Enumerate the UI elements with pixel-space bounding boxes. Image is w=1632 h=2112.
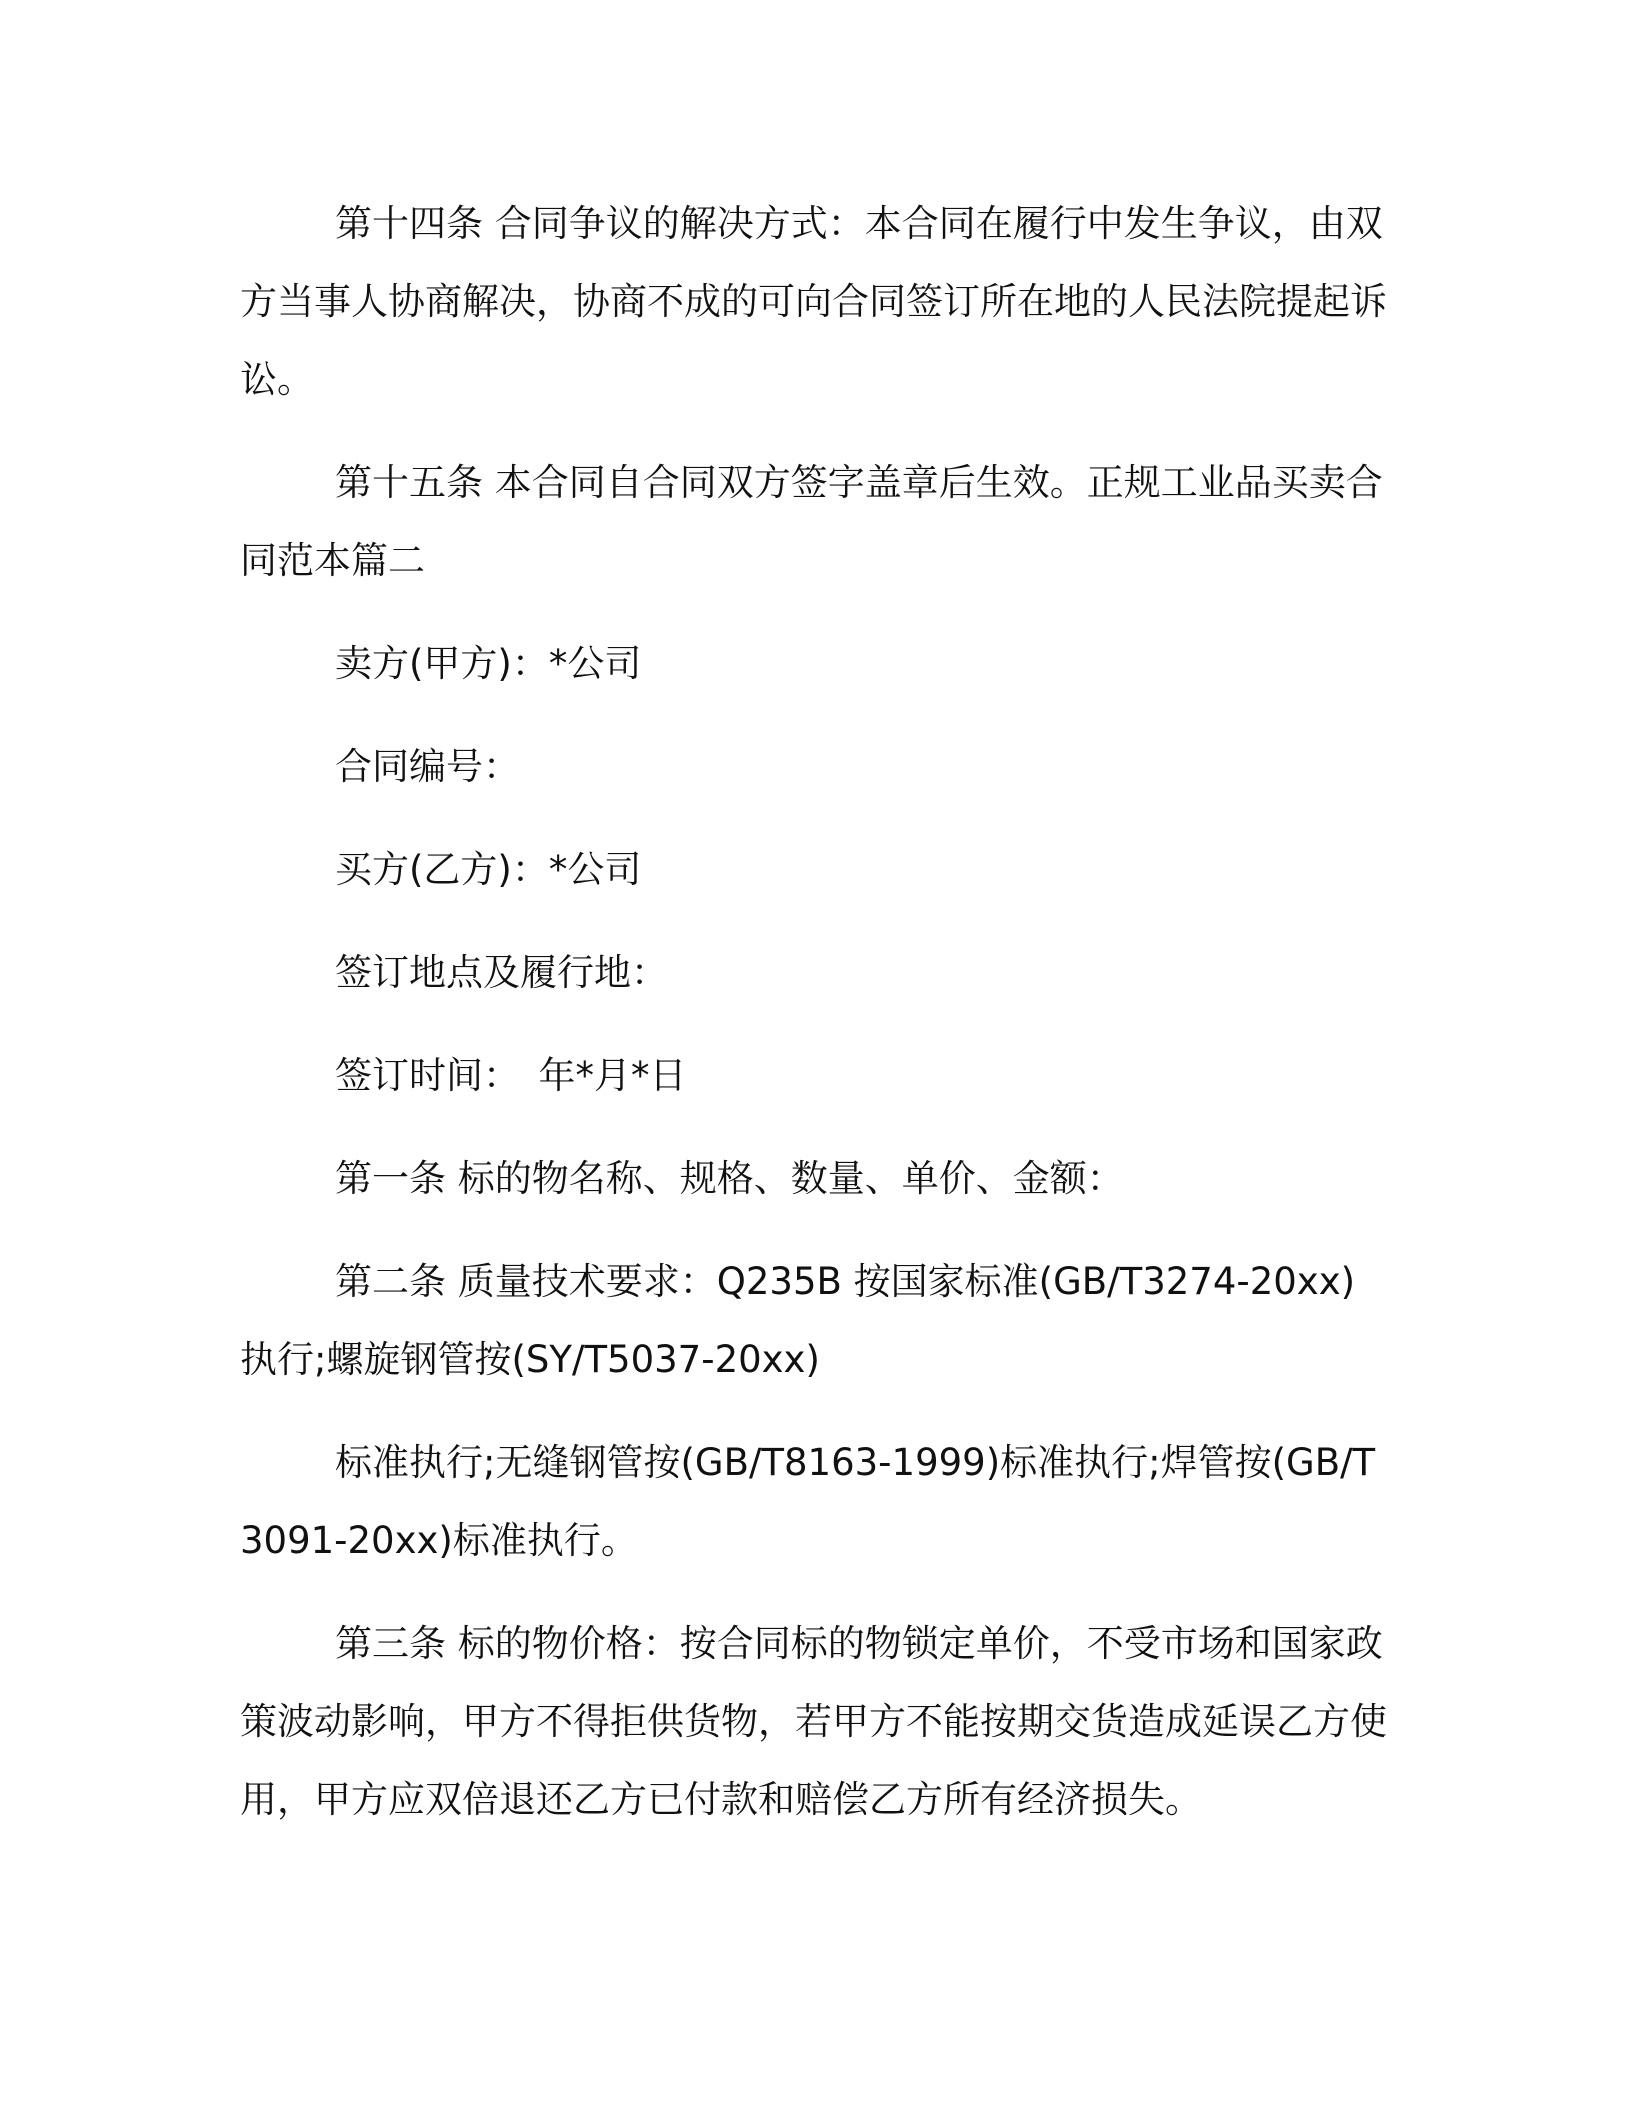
seller-line: 卖方(甲方)：*公司 xyxy=(335,642,642,685)
document-body xyxy=(240,185,1390,1864)
article-15-paragraph: 第十五条 本合同自合同双方签字盖章后生效。正规工业品买卖合同范本篇二 xyxy=(240,461,1383,582)
signing-location-line: 签订地点及履行地： xyxy=(335,951,668,994)
article-2-paragraph: 第二条 质量技术要求：Q235B 按国家标准(GB/T3274-20xx)执行;螺旋钢管按(SY/T5037-20xx) xyxy=(240,1260,1356,1381)
article-3-paragraph: 第三条 标的物价格：按合同标的物锁定单价，不受市场和国家政策波动影响，甲方不得拒供货物，若甲方不能按期交货造成延误乙方使用，甲方应双倍退还乙方已付款和赔偿乙方所有经济损失。 xyxy=(240,1622,1387,1821)
article-14-paragraph: 第十四条 合同争议的解决方式：本合同在履行中发生争议，由双方当事人协商解决，协商不成的可向合同签订所在地的人民法院提起诉讼。 xyxy=(240,202,1387,401)
buyer-line: 买方(乙方)：*公司 xyxy=(335,848,642,891)
article-1-paragraph: 第一条 标的物名称、规格、数量、单价、金额： xyxy=(335,1157,1124,1200)
article-2-continuation-paragraph: 标准执行;无缝钢管按(GB/T8163-1999)标准执行;焊管按(GB/T3091-20xx)标准执行。 xyxy=(240,1441,1376,1562)
contract-number-line: 合同编号： xyxy=(335,745,520,788)
signing-time-line: 签订时间： 年*月*日 xyxy=(335,1054,687,1097)
